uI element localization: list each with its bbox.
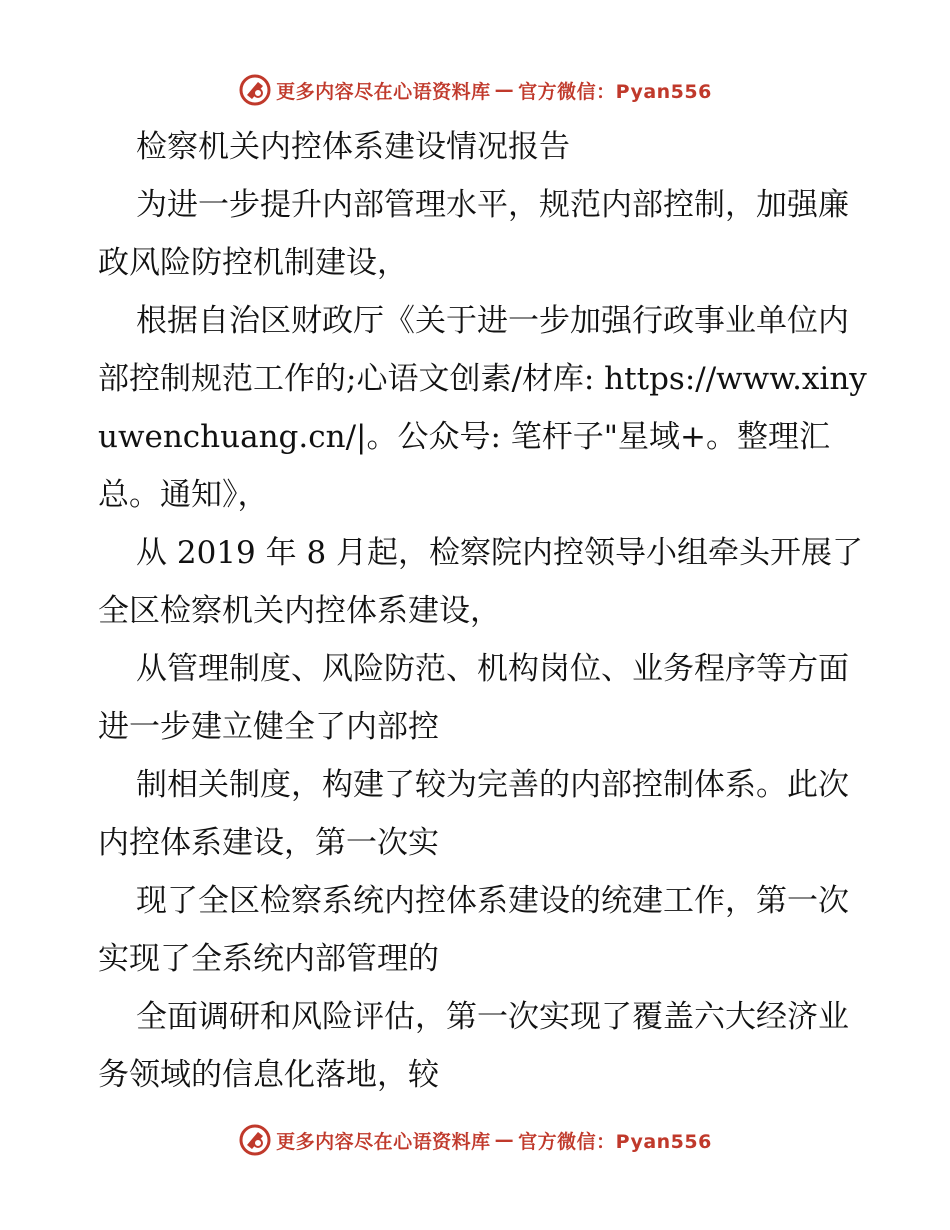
- paragraph: 全面调研和风险评估，第一次实现了覆盖六大经济业务领域的信息化落地，较: [98, 999, 849, 1093]
- paragraph: 从管理制度、风险防范、机构岗位、业务程序等方面进一步建立健全了内部控: [98, 651, 849, 745]
- library-logo-icon: [238, 73, 272, 107]
- document-body: [98, 118, 868, 1104]
- banner-main-text: 更多内容尽在心语资料库: [276, 1130, 491, 1153]
- banner-dash: —: [494, 79, 515, 101]
- banner-main-text: 更多内容尽在心语资料库: [276, 80, 491, 103]
- banner-dash: —: [494, 1129, 515, 1151]
- footer-banner: [0, 1120, 950, 1160]
- banner-wechat-text: 官方微信：Pyan556: [518, 80, 712, 103]
- library-logo-icon: [238, 1123, 272, 1157]
- paragraph: 为进一步提升内部管理水平，规范内部控制，加强廉政风险防控机制建设，: [98, 187, 849, 281]
- document-title: 检察机关内控体系建设情况报告: [136, 129, 570, 165]
- paragraph: 现了全区检察系统内控体系建设的统建工作，第一次实现了全系统内部管理的: [98, 883, 849, 977]
- paragraph: 根据自治区财政厅《关于进一步加强行政事业单位内部控制规范工作的;心语文创素/材库: https://www.xinyuwenchuang.cn/|。公众号: 笔杆子"星域+。整理汇总。通知》，: [98, 303, 867, 513]
- banner-wechat-text: 官方微信：Pyan556: [518, 1130, 712, 1153]
- paragraph: 从 2019 年 8 月起，检察院内控领导小组牵头开展了全区检察机关内控体系建设，: [98, 535, 864, 629]
- paragraph: 制相关制度，构建了较为完善的内部控制体系。此次内控体系建设，第一次实: [98, 767, 849, 861]
- header-banner: [0, 70, 950, 110]
